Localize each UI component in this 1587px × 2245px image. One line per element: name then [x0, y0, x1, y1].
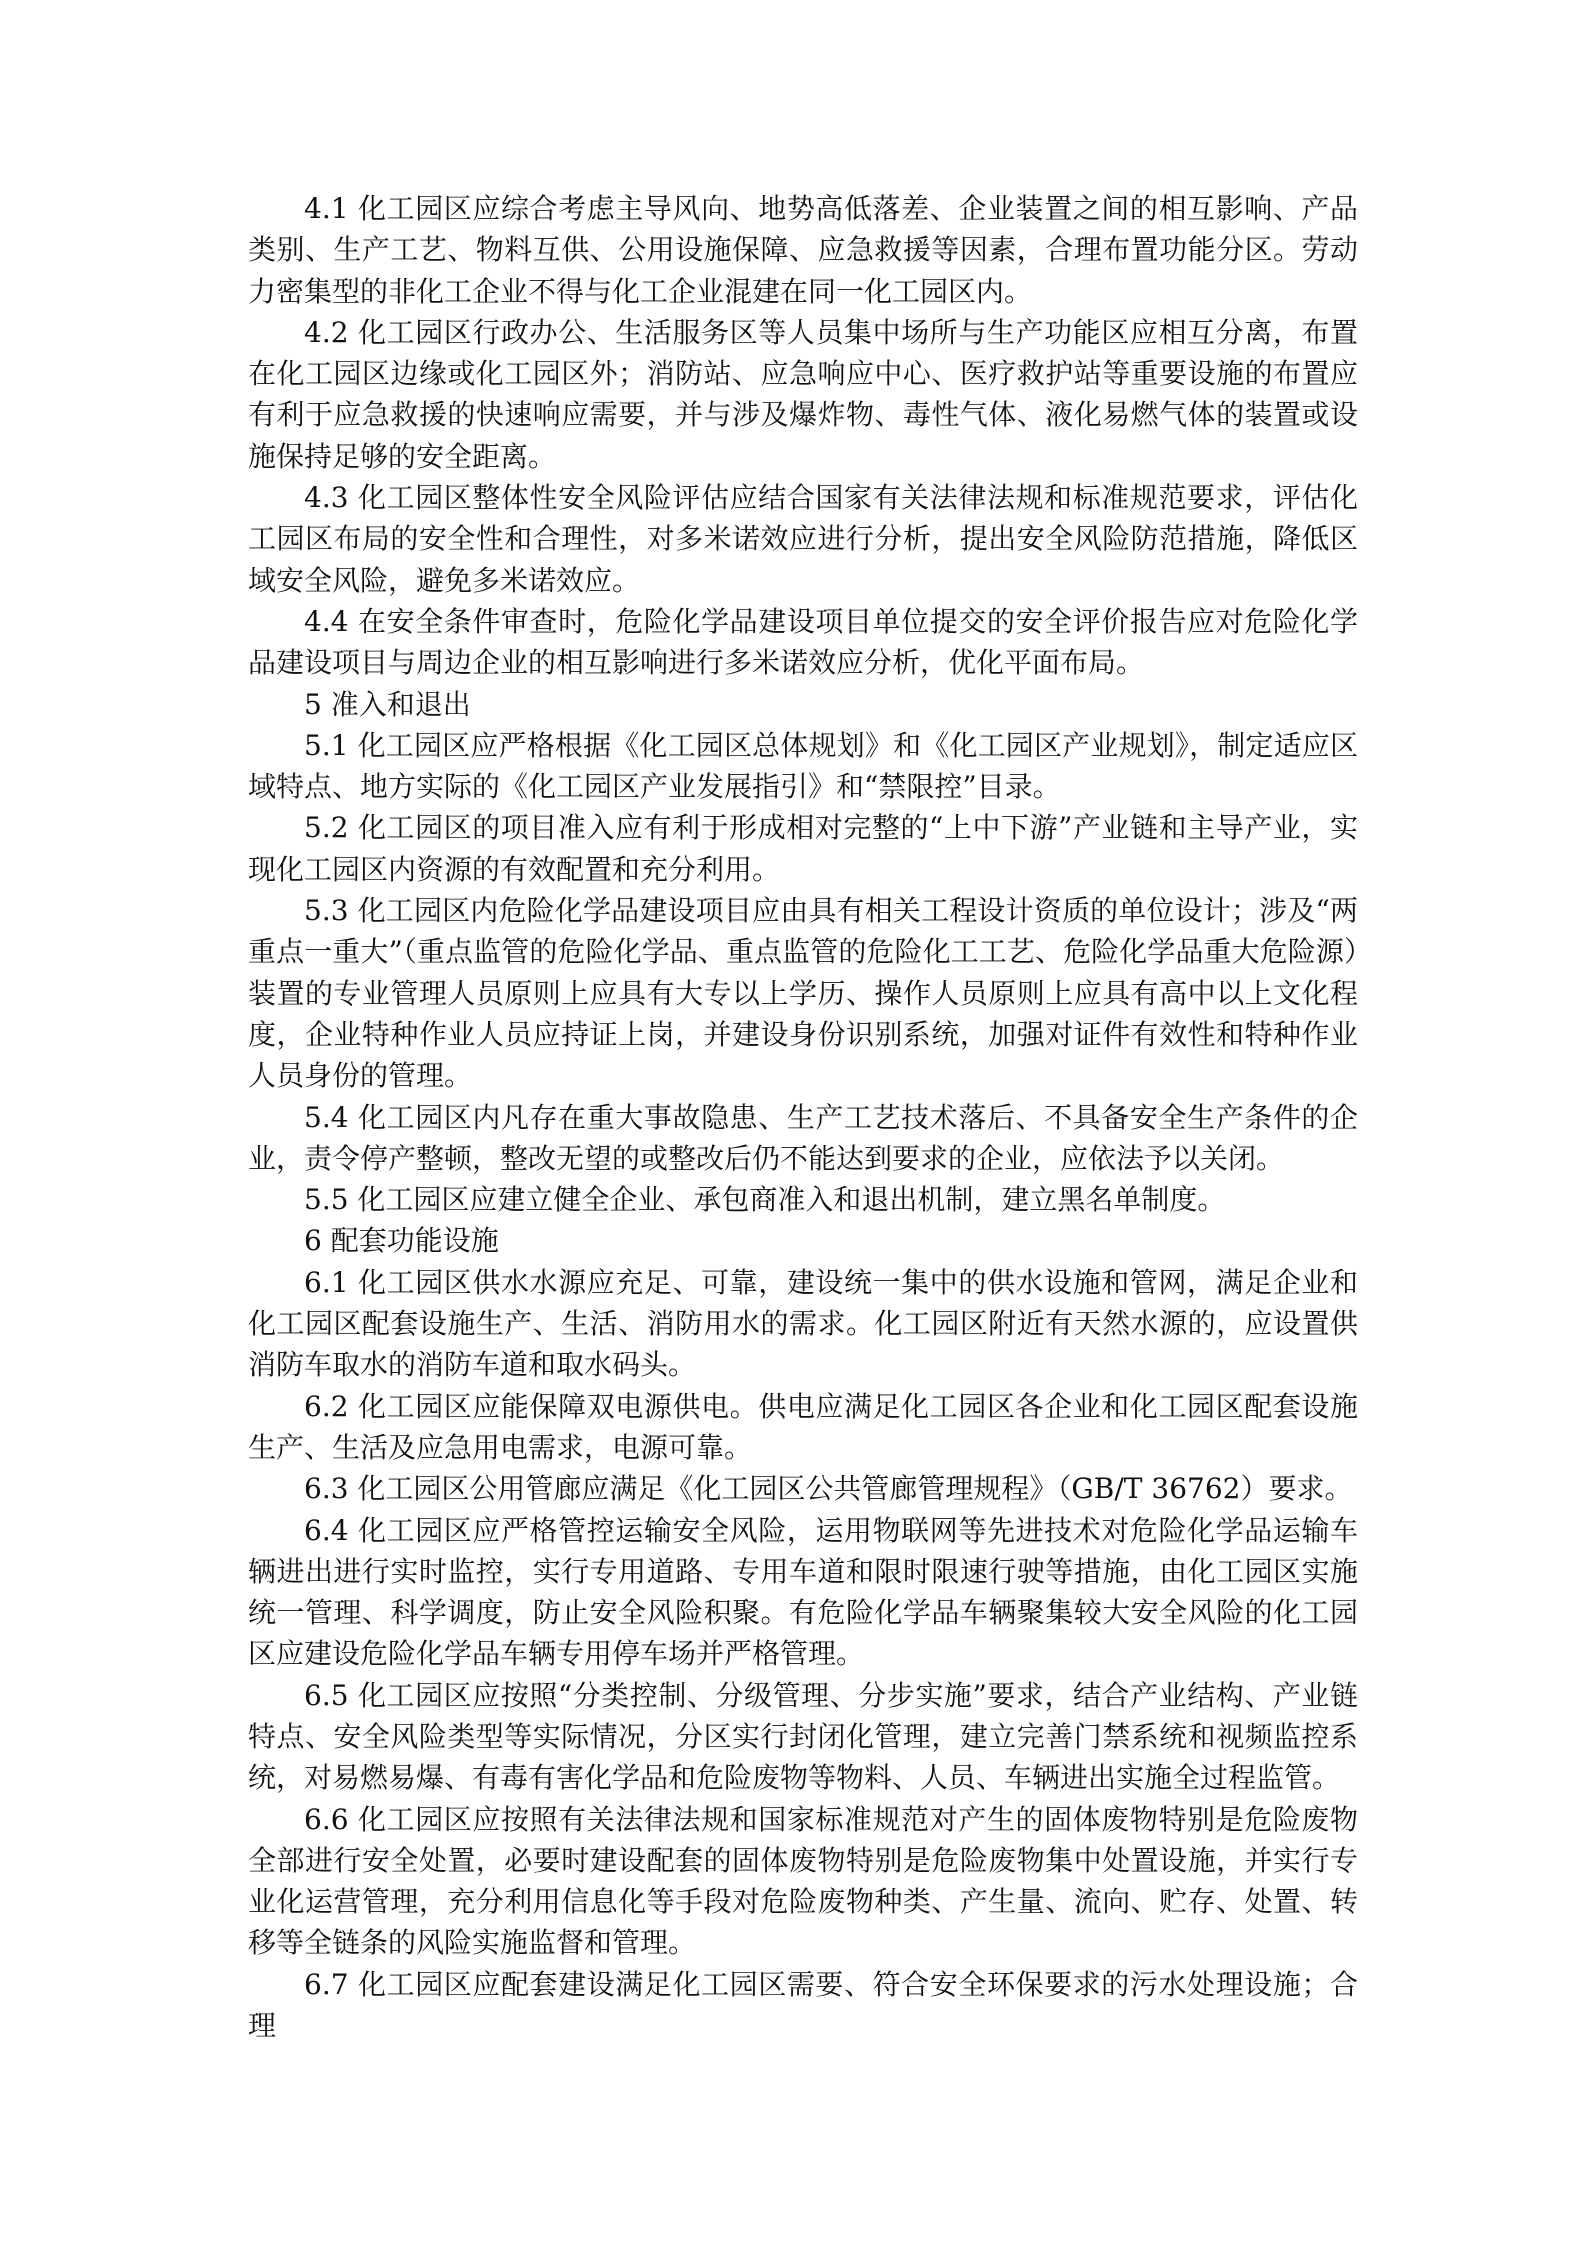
paragraph-4-2: 4.2 化工园区行政办公、生活服务区等人员集中场所与生产功能区应相互分离，布置在化工园区边缘或化工园区外；消防站、应急响应中心、医疗救护站等重要设施的布置应有利于应急救援的快速响应需要，并与涉及爆炸物、毒性气体、液化易燃气体的装置或设施保持足够的安全距离。	[248, 315, 1358, 473]
section-heading-5: 5 准入和退出	[304, 687, 471, 721]
paragraph-6-2: 6.2 化工园区应能保障双电源供电。供电应满足化工园区各企业和化工园区配套设施生产、生活及应急用电需求，电源可靠。	[248, 1389, 1358, 1464]
paragraph-6-7: 6.7 化工园区应配套建设满足化工园区需要、符合安全环保要求的污水处理设施；合理	[248, 1967, 1358, 2043]
paragraph-6-4: 6.4 化工园区应严格管控运输安全风险，运用物联网等先进技术对危险化学品运输车辆进出进行实时监控，实行专用道路、专用车道和限时限速行驶等措施，由化工园区实施统一管理、科学调度，防止安全风险积聚。有危险化学品车辆聚集较大安全风险的化工园区应建设危险化学品车辆专用停车场并严格管理。	[248, 1513, 1358, 1671]
paragraph-6-1: 6.1 化工园区供水水源应充足、可靠，建设统一集中的供水设施和管网，满足企业和化工园区配套设施生产、生活、消防用水的需求。化工园区附近有天然水源的，应设置供消防车取水的消防车道和取水码头。	[248, 1265, 1358, 1382]
paragraph-4-1: 4.1 化工园区应综合考虑主导风向、地势高低落差、企业装置之间的相互影响、产品类别、生产工艺、物料互供、公用设施保障、应急救援等因素，合理布置功能分区。劳动力密集型的非化工企业不得与化工企业混建在同一化工园区内。	[248, 192, 1358, 308]
paragraph-4-3: 4.3 化工园区整体性安全风险评估应结合国家有关法律法规和标准规范要求，评估化工园区布局的安全性和合理性，对多米诺效应进行分析，提出安全风险防范措施，降低区域安全风险，避免多米诺效应。	[248, 481, 1358, 597]
document-body	[248, 188, 1358, 2046]
paragraph-6-6: 6.6 化工园区应按照有关法律法规和国家标准规范对产生的固体废物特别是危险废物全部进行安全处置，必要时建设配套的固体废物特别是危险废物集中处置设施，并实行专业化运营管理，充分利用信息化等手段对危险废物种类、产生量、流向、贮存、处置、转移等全链条的风险实施监督和管理。	[248, 1802, 1358, 1960]
paragraph-5-5: 5.5 化工园区应建立健全企业、承包商准入和退出机制，建立黑名单制度。	[304, 1183, 1226, 1217]
paragraph-5-4: 5.4 化工园区内凡存在重大事故隐患、生产工艺技术落后、不具备安全生产条件的企业，责令停产整顿，整改无望的或整改后仍不能达到要求的企业，应依法予以关闭。	[248, 1100, 1358, 1175]
section-heading-6: 6 配套功能设施	[304, 1224, 499, 1258]
paragraph-5-1: 5.1 化工园区应严格根据《化工园区总体规划》和《化工园区产业规划》，制定适应区域特点、地方实际的《化工园区产业发展指引》和“禁限控”目录。	[248, 728, 1358, 804]
paragraph-6-5: 6.5 化工园区应按照“分类控制、分级管理、分步实施”要求，结合产业结构、产业链特点、安全风险类型等实际情况，分区实行封闭化管理，建立完善门禁系统和视频监控系统，对易燃易爆、有毒有害化学品和危险废物等物料、人员、车辆进出实施全过程监管。	[248, 1678, 1358, 1795]
paragraph-5-2: 5.2 化工园区的项目准入应有利于形成相对完整的“上中下游”产业链和主导产业，实现化工园区内资源的有效配置和充分利用。	[248, 811, 1358, 886]
paragraph-6-3: 6.3 化工园区公用管廊应满足《化工园区公共管廊管理规程》（GB/T 36762）要求。	[304, 1472, 1353, 1506]
paragraph-5-3: 5.3 化工园区内危险化学品建设项目应由具有相关工程设计资质的单位设计；涉及“两重点一重大”（重点监管的危险化学品、重点监管的危险化工工艺、危险化学品重大危险源）装置的专业管理人员原则上应具有大专以上学历、操作人员原则上应具有高中以上文化程度，企业特种作业人员应持证上岗，并建设身份识别系统，加强对证件有效性和特种作业人员身份的管理。	[248, 894, 1358, 1093]
paragraph-4-4: 4.4 在安全条件审查时，危险化学品建设项目单位提交的安全评价报告应对危险化学品建设项目与周边企业的相互影响进行多米诺效应分析，优化平面布局。	[248, 604, 1358, 680]
